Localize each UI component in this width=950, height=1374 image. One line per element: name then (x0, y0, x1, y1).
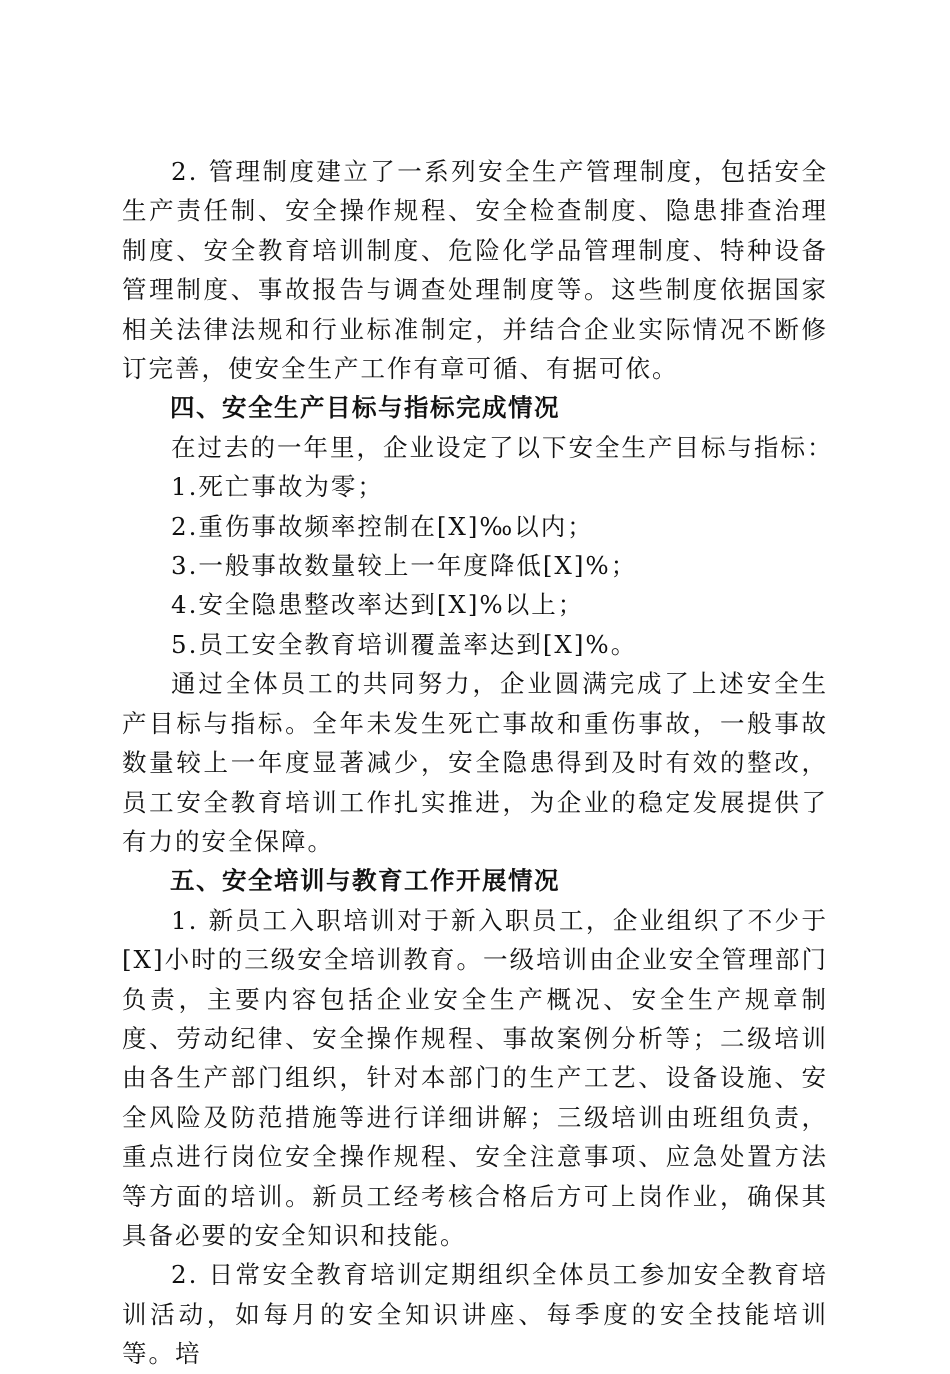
paragraph-daily-training: 2. 日常安全教育培训定期组织全体员工参加安全教育培训活动，如每月的安全知识讲座、每季度的安全技能培训等。培 (122, 1260, 828, 1369)
target-item: 5.员工安全教育培训覆盖率达到[X]%。 (171, 629, 638, 659)
section-4-heading: 四、安全生产目标与指标完成情况 (170, 393, 560, 423)
target-item: 1.死亡事故为零； (171, 472, 384, 502)
target-item: 3.一般事故数量较上一年度降低[X]%； (171, 551, 638, 581)
section-5-heading: 五、安全培训与教育工作开展情况 (170, 866, 560, 896)
section-4-summary: 通过全体员工的共同努力，企业圆满完成了上述安全生产目标与指标。全年未发生死亡事故和重伤事故，一般事故数量较上一年度显著减少，安全隐患得到及时有效的整改，员工安全教育培训工作扎实推进，为企业的稳定发展提供了有力的安全保障。 (122, 669, 828, 856)
document-body (122, 152, 834, 1374)
section-4-intro: 在过去的一年里，企业设定了以下安全生产目标与指标： (171, 432, 834, 462)
target-item: 4.安全隐患整改率达到[X]%以上； (171, 590, 585, 620)
target-item: 2.重伤事故频率控制在[X]‰以内； (171, 511, 594, 541)
paragraph-new-staff-training: 1. 新员工入职培训对于新入职员工，企业组织了不少于[X]小时的三级安全培训教育。一级培训由企业安全管理部门负责，主要内容包括企业安全生产概况、安全生产规章制度、劳动纪律、安全操作规程、事故案例分析等；二级培训由各生产部门组织，针对本部门的生产工艺、设备设施、安全风险及防范措施等进行详细讲解；三级培训由班组负责，重点进行岗位安全操作规程、安全注意事项、应急处置方法等方面的培训。新员工经考核合格后方可上岗作业，确保其具备必要的安全知识和技能。 (122, 905, 828, 1250)
paragraph-management-system: 2. 管理制度建立了一系列安全生产管理制度，包括安全生产责任制、安全操作规程、安全检查制度、隐患排查治理制度、安全教育培训制度、危险化学品管理制度、特种设备管理制度、事故报告与调查处理制度等。这些制度依据国家相关法律法规和行业标准制定，并结合企业实际情况不断修订完善，使安全生产工作有章可循、有据可依。 (122, 157, 828, 384)
